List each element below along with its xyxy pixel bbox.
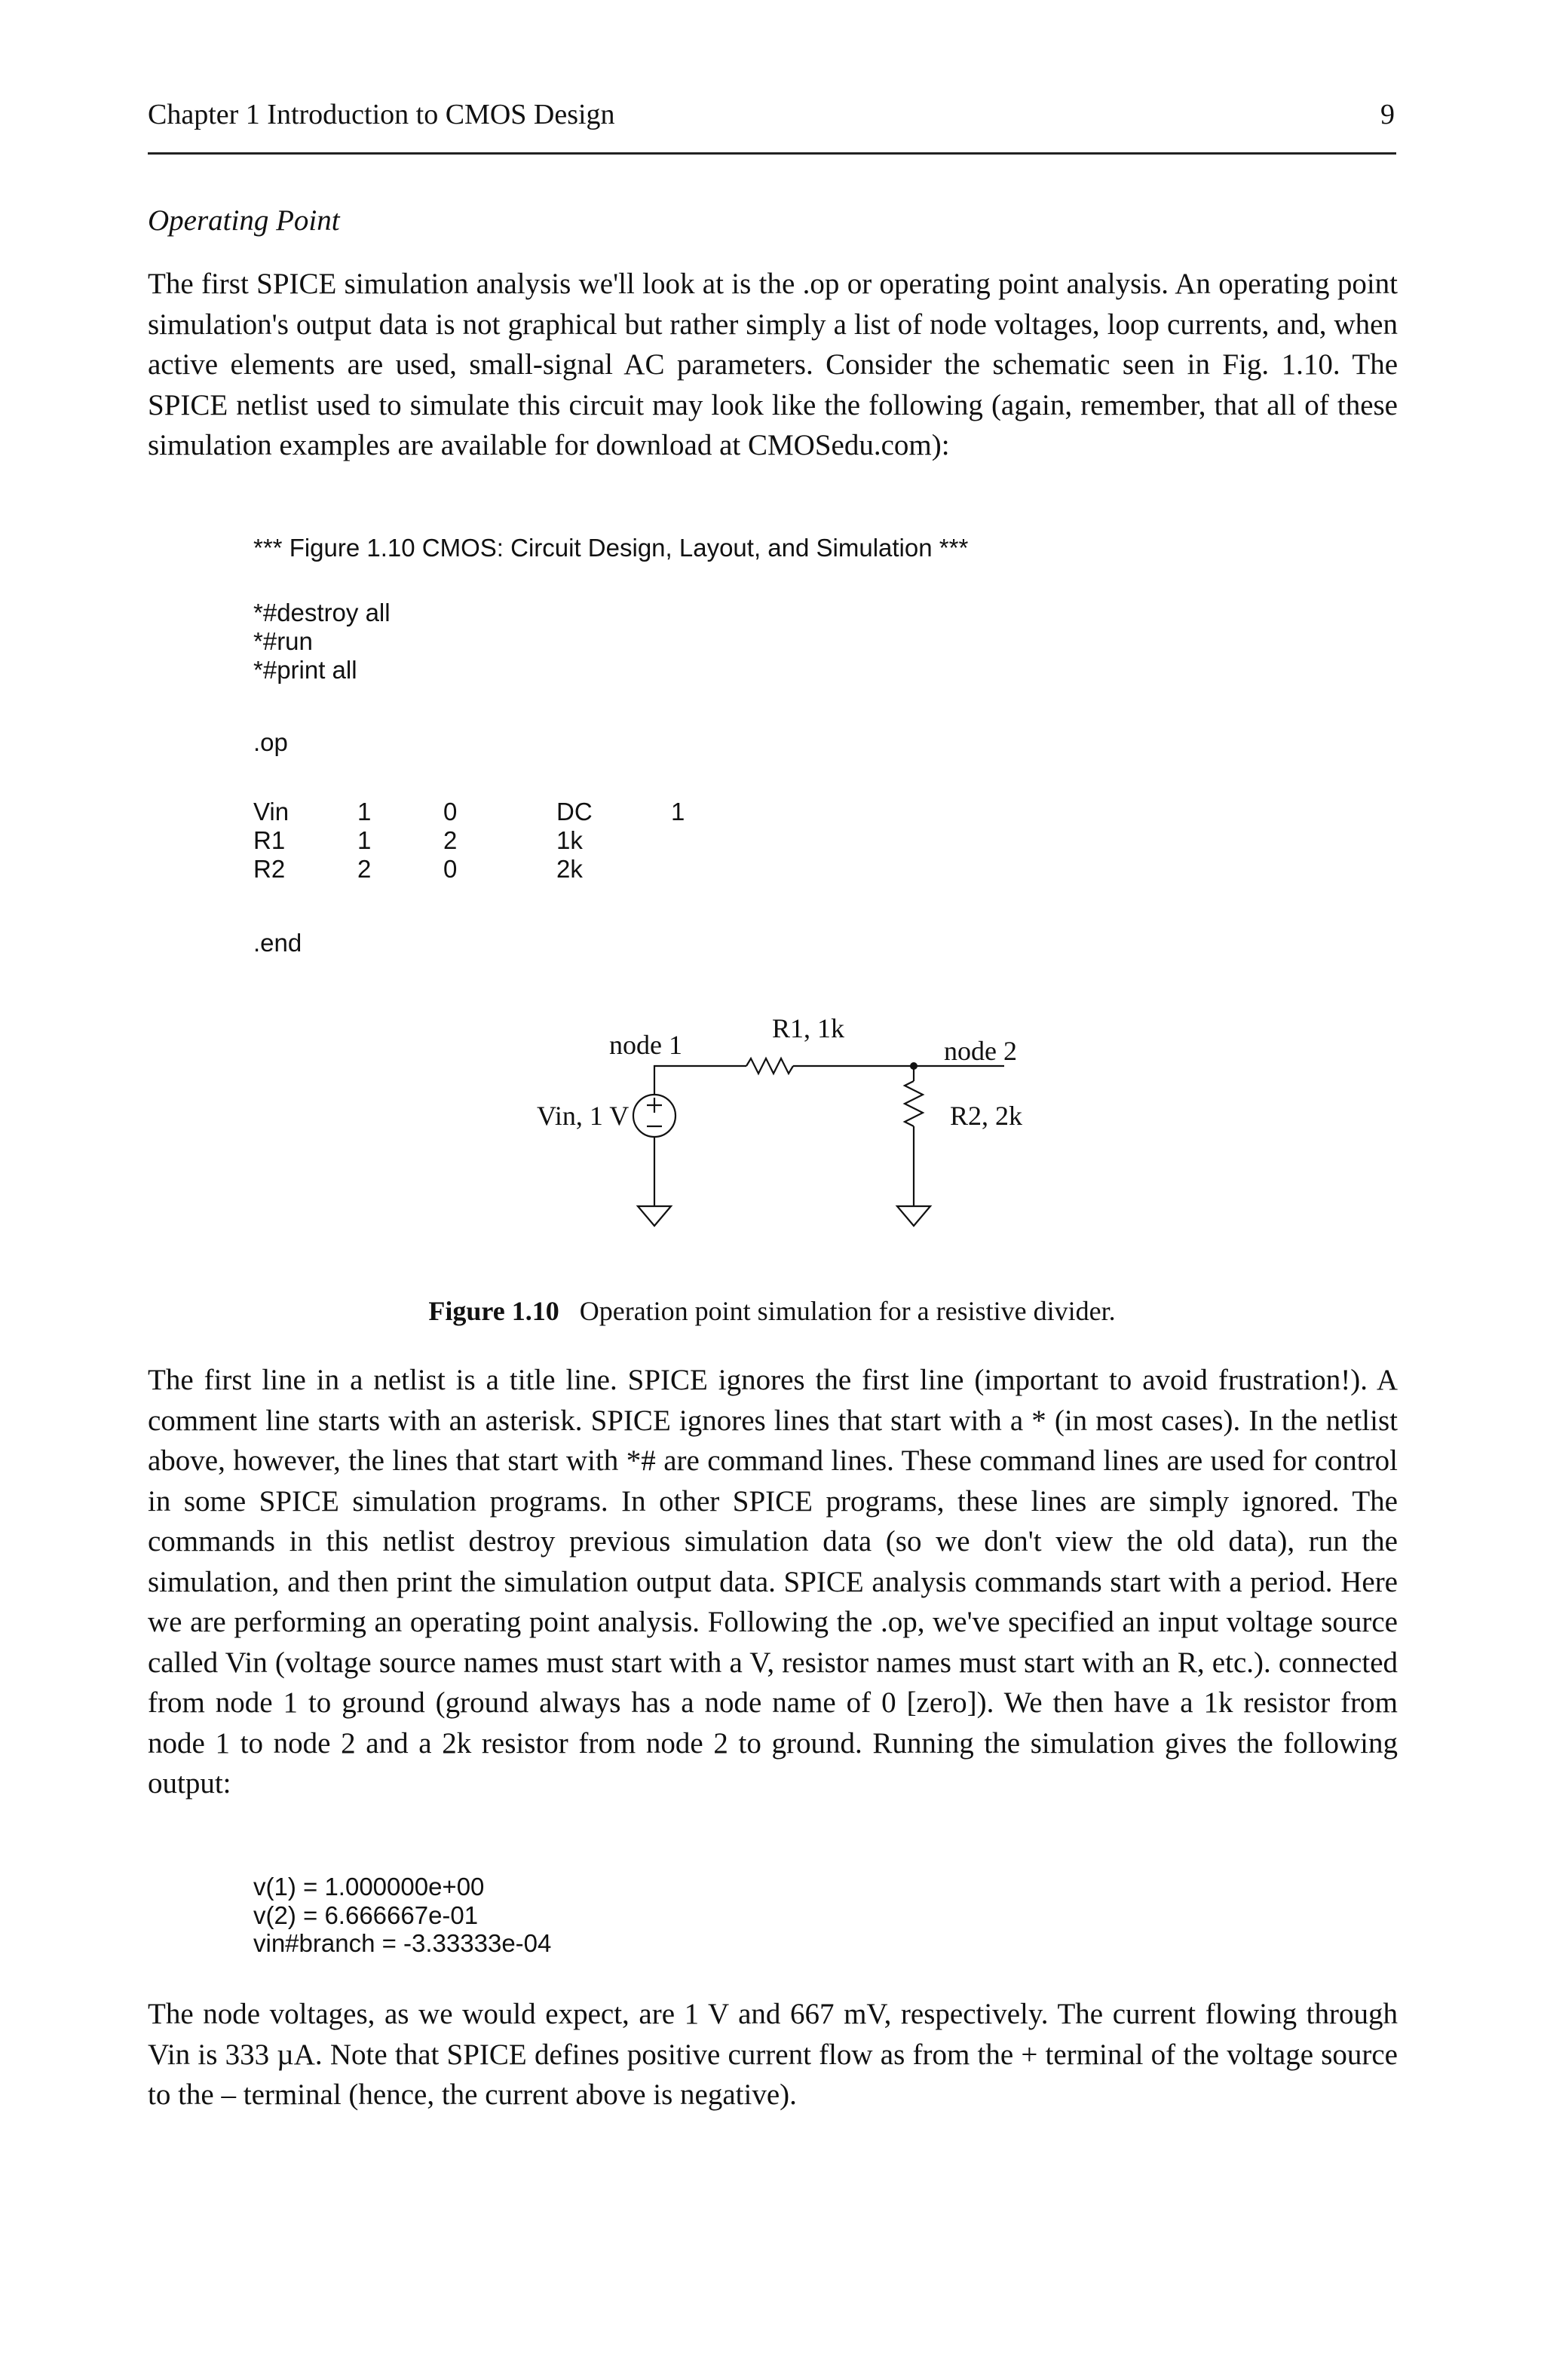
netlist-cell: 1k (556, 826, 583, 854)
netlist-command: *#run (253, 627, 313, 655)
netlist-cell: R2 (253, 855, 286, 883)
running-header (148, 89, 1398, 157)
node-dot (910, 1062, 918, 1070)
netlist-command: *#destroy all (253, 599, 391, 626)
caption-number: Figure 1.10 (428, 1296, 559, 1326)
netlist-cell: 1 (357, 798, 372, 825)
figure-caption (0, 1295, 1544, 1327)
netlist-cell: 0 (443, 798, 458, 825)
node2-label: node 2 (944, 1036, 1017, 1066)
netlist-end: .end (253, 929, 302, 957)
plus-sign (647, 1098, 662, 1113)
netlist-cell: Vin (253, 798, 290, 825)
caption-text: Operation point simulation for a resistive divider. (579, 1296, 1116, 1326)
r2-resistor-symbol (905, 1081, 923, 1126)
ground-symbol (897, 1206, 930, 1226)
netlist-cell: DC (556, 798, 593, 825)
simulation-output (253, 1873, 551, 1958)
wire (654, 1066, 746, 1095)
output-line: v(2) = 6.666667e-01 (253, 1901, 479, 1929)
r1-resistor-symbol (746, 1058, 793, 1074)
chapter-title: Chapter 1 Introduction to CMOS Design (148, 99, 615, 130)
netlist-title-line: *** Figure 1.10 CMOS: Circuit Design, Layout, and Simulation *** (253, 534, 969, 562)
ground-symbol (638, 1206, 671, 1226)
netlist-cell: 1 (671, 798, 685, 825)
node1-label: node 1 (609, 1030, 682, 1060)
netlist-cell: 2 (443, 826, 458, 854)
intro-paragraph: The first SPICE simulation analysis we'll look at is the .op or operating point analysis. An operating point simulation's output data is not graphical but rather simply a list of node voltages, loop currents, and, when active elements are used, small-signal AC parameters. Consider the schematic seen in Fig. 1.10. The SPICE netlist used to simulate this circuit may look like the following (again, remember, that all of these simulation examples are available for download at CMOSedu.com): (148, 268, 1398, 461)
results-paragraph: The node voltages, as we would expect, are 1 V and 667 mV, respectively. The current flowing through Vin is 333 µA. Note that SPICE defines positive current flow as from the + terminal of the voltage source to the – terminal (hence, the current above is negative). (148, 1998, 1398, 2111)
section-title: Operating Point (148, 204, 340, 237)
netlist-cell: 1 (357, 826, 372, 854)
circuit-schematic (452, 1003, 1131, 1274)
netlist-cell: 2k (556, 855, 583, 883)
r2-label: R2, 2k (950, 1101, 1023, 1131)
netlist-command: *#print all (253, 656, 357, 684)
vin-label: Vin, 1 V (537, 1101, 630, 1131)
netlist-analysis: .op (253, 728, 288, 756)
explanation-paragraph: The first line in a netlist is a title line. SPICE ignores the first line (important to avoid frustration!). A comment line starts with an asterisk. SPICE ignores lines that start with a * (in most cases). In the netlist above, however, the lines that start with *# are command lines. These command lines are used for control in some SPICE simulation programs. In other SPICE programs, these lines are simply ignored. The commands in this netlist destroy previous simulation data (so we don't view the old data), run the simulation, and then print the simulation output data. SPICE analysis commands start with a period. Here we are performing an operating point analysis. Following the .op, we've specified an input voltage source called Vin (voltage source names must start with a V, resistor names must start with an R, etc.). connected from node 1 to ground (ground always has a node name of 0 [zero]). We then have a 1k resistor from node 1 to node 2 and a 2k resistor from node 2 to ground. Running the simulation gives the following output: (148, 1364, 1398, 1800)
header-rule (148, 152, 1396, 155)
netlist-cell: 2 (357, 855, 372, 883)
netlist-cell: 0 (443, 855, 458, 883)
output-line: vin#branch = -3.33333e-04 (253, 1929, 552, 1957)
output-line: v(1) = 1.000000e+00 (253, 1873, 485, 1901)
netlist-cell: R1 (253, 826, 286, 854)
page-number: 9 (1380, 99, 1395, 130)
r1-label: R1, 1k (772, 1013, 845, 1043)
